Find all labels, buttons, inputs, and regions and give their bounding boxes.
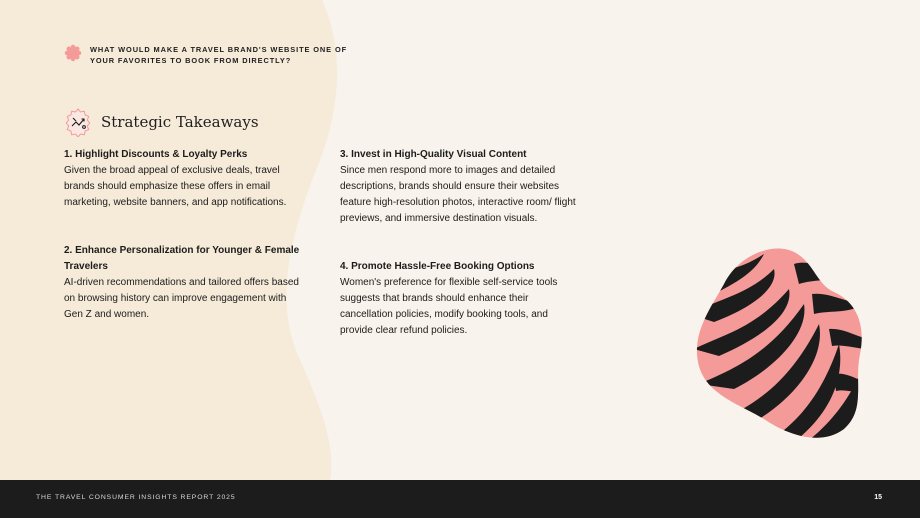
takeaway-heading: 4. Promote Hassle-Free Booking Options — [340, 261, 535, 272]
section-title — [63, 107, 259, 137]
header-question-text: WHAT WOULD MAKE A TRAVEL BRAND'S WEBSITE ONE OF YOUR FAVORITES TO BOOK FROM DIRECTLY? — [90, 45, 348, 65]
takeaway-heading: 2. Enhance Personalization for Younger & Female Travelers — [64, 245, 300, 272]
takeaway-body: Since men respond more to images and detailed descriptions, brands should ensure their websites feature high-resolution photos, interactive room/ flight previews, and immersive destination visuals. — [340, 165, 576, 224]
takeaway-body: Given the broad appeal of exclusive deals, travel brands should emphasize these offers in email marketing, website banners, and app notifications. — [64, 165, 287, 208]
takeaway-heading: 1. Highlight Discounts & Loyalty Perks — [64, 149, 248, 160]
header-question — [64, 44, 360, 66]
footer-page-number: 15 — [874, 494, 882, 501]
takeaway-2 — [64, 243, 304, 323]
footer-report-title: THE TRAVEL CONSUMER INSIGHTS REPORT 2025 — [36, 494, 236, 501]
takeaway-heading: 3. Invest in High-Quality Visual Content — [340, 149, 527, 160]
section-title-text: Strategic Takeaways — [101, 113, 259, 131]
takeaway-4 — [340, 259, 572, 339]
takeaway-body: Women's preference for flexible self-service tools suggests that brands should enhance their cancellation policies, modify booking tools, and provide clear refund policies. — [340, 277, 558, 336]
takeaway-3 — [340, 147, 578, 227]
takeaway-body: AI-driven recommendations and tailored offers based on browsing history can improve engagement with Gen Z and women. — [64, 277, 299, 320]
zebra-pattern-blob-image — [694, 244, 864, 439]
takeaway-1 — [64, 147, 304, 211]
zigzag-arrows-icon — [63, 107, 93, 137]
page-footer — [0, 480, 920, 518]
flower-badge-icon — [64, 44, 82, 62]
